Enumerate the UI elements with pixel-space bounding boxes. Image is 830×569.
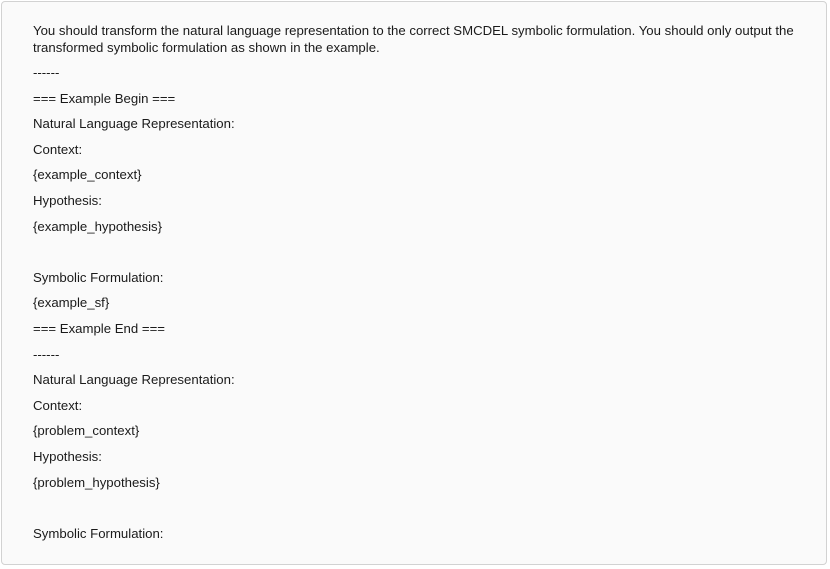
- problem-sf-heading: Symbolic Formulation:: [33, 525, 164, 541]
- example-sf-heading: Symbolic Formulation:: [33, 269, 164, 285]
- blank-line: [33, 239, 813, 265]
- problem-hypothesis-value: {problem_hypothesis}: [33, 474, 160, 490]
- example-context-label: Context:: [33, 141, 83, 157]
- separator-top: ------: [33, 65, 60, 80]
- problem-hypothesis-label: Hypothesis:: [33, 448, 102, 464]
- problem-context-label: Context:: [33, 397, 83, 413]
- example-hypothesis-value: {example_hypothesis}: [33, 218, 163, 234]
- prompt-panel: [1, 1, 827, 565]
- prompt-content: [33, 23, 813, 546]
- separator-bottom: ------: [33, 346, 60, 362]
- example-nl-heading: Natural Language Representation:: [33, 116, 235, 132]
- instruction-text: You should transform the natural language representation to the correct SMCDEL symbolic formulation. You should only output the transformed symbolic formulation as shown in the example.: [33, 23, 794, 55]
- blank-line: [33, 495, 813, 521]
- example-begin-marker: === Example Begin ===: [33, 90, 176, 106]
- example-context-value: {example_context}: [33, 167, 142, 183]
- example-sf-value: {example_sf}: [33, 295, 110, 311]
- example-hypothesis-label: Hypothesis:: [33, 192, 102, 208]
- problem-nl-heading: Natural Language Representation:: [33, 372, 235, 388]
- example-end-marker: === Example End ===: [33, 320, 165, 336]
- problem-context-value: {problem_context}: [33, 423, 140, 439]
